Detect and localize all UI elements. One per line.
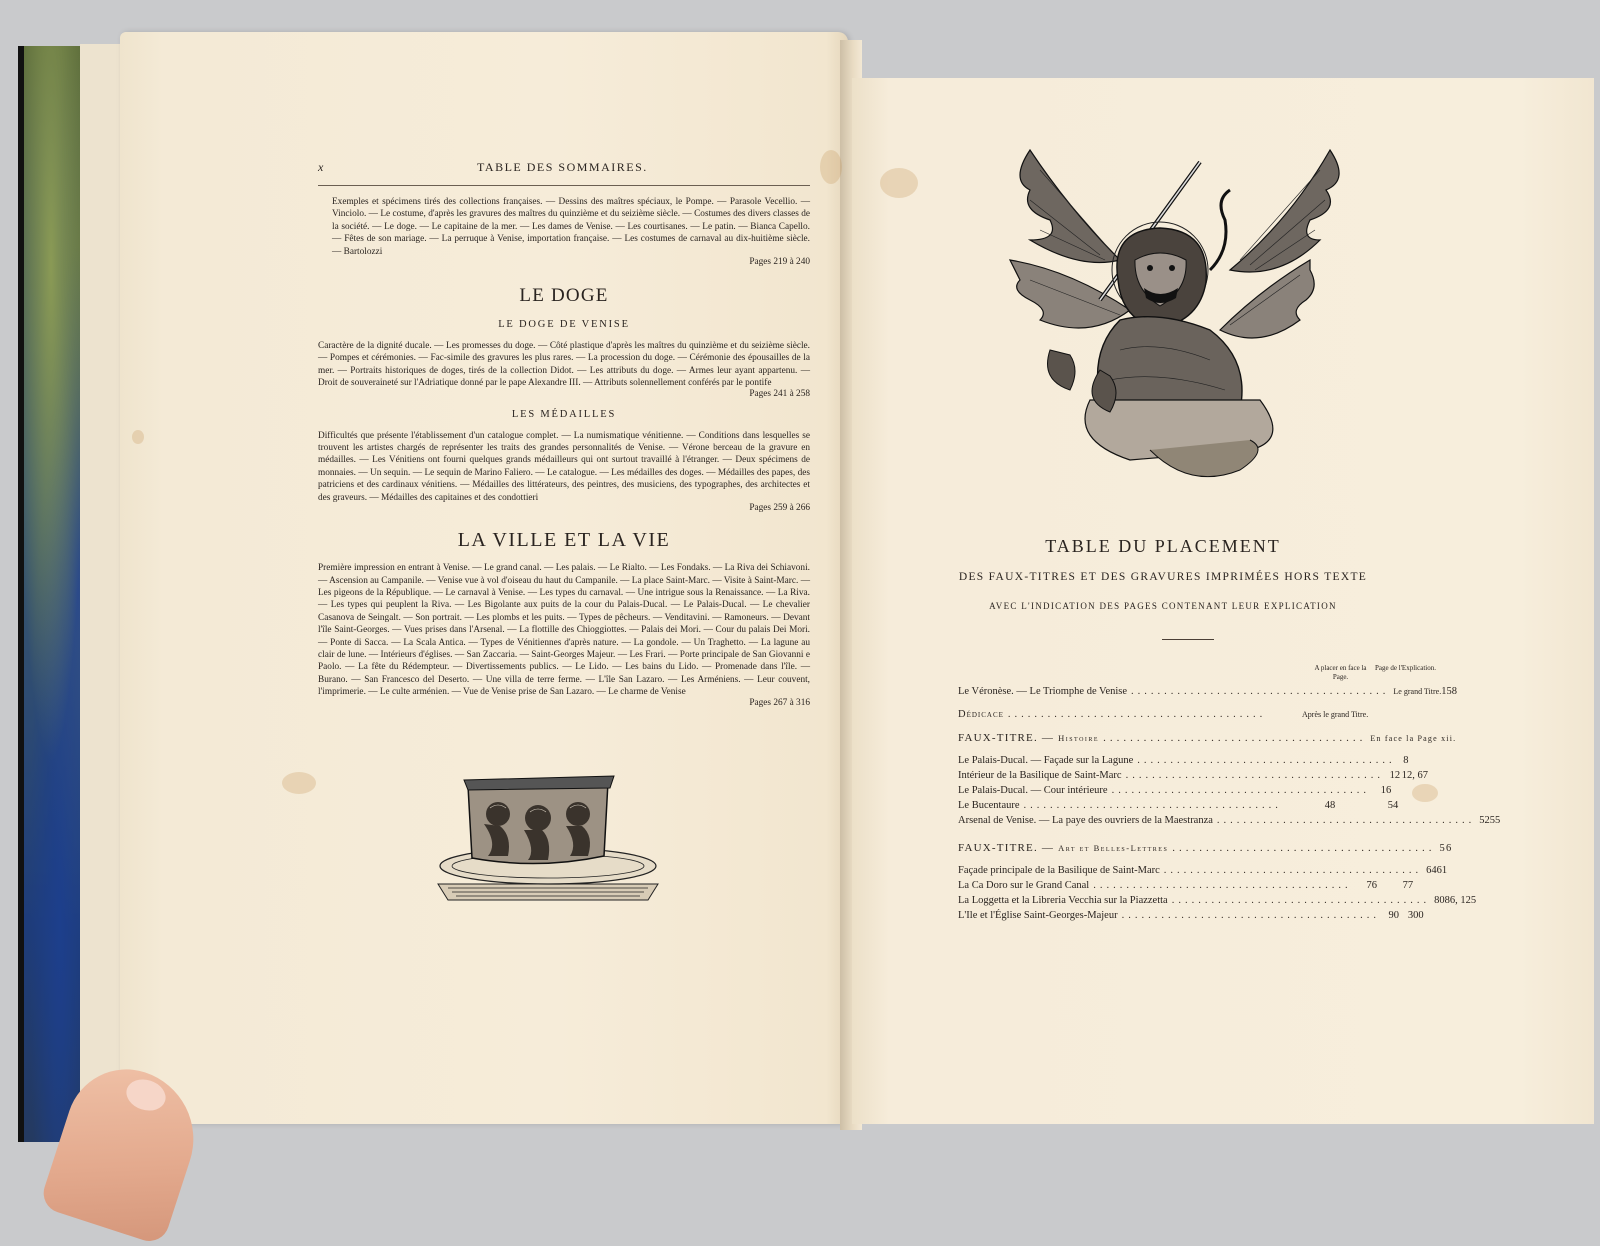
subsection-medailles: LES MÉDAILLES	[511, 408, 617, 420]
dot-leader: .......................................	[1216, 815, 1476, 826]
foxing-stain	[282, 772, 316, 794]
running-head	[318, 160, 810, 186]
toc-row	[958, 880, 1428, 895]
dot-leader: .......................................	[1007, 709, 1267, 720]
foxing-stain	[820, 150, 842, 184]
placement-table-subtitle: DES FAUX-TITRES ET DES GRAVURES IMPRIMÉES HORS TEXTE	[958, 571, 1368, 583]
toc-row-explication: 61	[1436, 865, 1448, 876]
spacer	[958, 747, 1428, 755]
section-title-le-doge: LE DOGE	[519, 285, 609, 307]
col-head-placer: A placer en face la Page.	[1314, 664, 1367, 681]
left-page-content	[318, 160, 810, 708]
toc-row-label: Le Palais-Ducal. — Façade sur la Lagune	[958, 755, 1134, 766]
toc-row-label: Arsenal de Venise. — La paye des ouvriers de la Maestranza	[958, 815, 1213, 826]
toc-row-note: Le grand Titre.	[1393, 687, 1442, 696]
doge-pages: Pages 241 à 258	[749, 388, 810, 399]
wellhead-engraving	[428, 774, 668, 906]
toc-row-page: 90	[1388, 910, 1399, 921]
column-headers	[1308, 664, 1438, 682]
intro-paragraph: Exemples et spécimens tirés des collections françaises. — Dessins des maîtres spéciaux, le Pompe. — Parasole Vecellio. — Vinciolo. — Le costume, d'après les gravures des maîtres du quinzième et du seizième siècle. — Costumes des divers classes de la société. — Le doge. — Le capitaine de la mer. — Les dames de Venise. — Les courtisanes. — Le patin. — Bianca Capello. — Fêtes de son mariage. — La perruque à Venise, importation française. — Les costumes de carnaval au dix-huitième siècle. — Bartolozzi	[332, 197, 810, 257]
toc-row-label: Dédicace	[958, 709, 1004, 720]
toc-row-label: Le Véronèse. — Le Triomphe de Venise	[958, 686, 1128, 697]
faux-titre-note: En face la Page xii.	[1370, 734, 1457, 743]
faux-titre-name: Histoire	[1058, 733, 1100, 743]
dot-leader: .......................................	[1171, 895, 1431, 906]
foxing-stain	[132, 430, 144, 444]
faux-titre-histoire	[958, 732, 1457, 747]
toc-row-note: Après le grand Titre.	[1302, 710, 1369, 719]
dot-leader: .......................................	[1023, 800, 1282, 811]
toc-row-label: Le Bucentaure	[958, 800, 1020, 811]
spacer	[958, 857, 1428, 865]
toc-row-page: 52	[1479, 815, 1490, 826]
toc-row-label: Le Palais-Ducal. — Cour intérieure	[958, 785, 1108, 796]
dot-leader: .......................................	[1137, 755, 1396, 766]
dot-leader: .......................................	[1125, 770, 1384, 781]
dot-leader: .......................................	[1111, 785, 1370, 796]
toc-row	[958, 815, 1501, 830]
toc-row-label: La Loggetta et la Libreria Vecchia sur la Piazzetta	[958, 895, 1168, 906]
doge-paragraph: Caractère de la dignité ducale. — Les promesses du doge. — Côté plastique d'après les maîtres du quinzième et du seizième siècle. — Pompes et cérémonies. — Fac-simile des gravures les plus rares. — La procession du doge. — Cérémonie des épousailles de la mer. — Portraits historiques de doges, tirés de la collection Didot. — Les attributs du doge. — Armes leur ayant appartenu. — Droit de souveraineté sur l'Adriatique donné par le pape Alexandre III. — Attributs solennellement conférés par le pontife	[318, 341, 810, 389]
dot-leader: .......................................	[1121, 910, 1380, 921]
toc-row	[958, 709, 1428, 724]
toc-row-page: 12	[1389, 770, 1401, 781]
toc-row	[958, 895, 1477, 910]
toc-row-explication: 158	[1441, 686, 1457, 697]
toc-row	[958, 755, 1428, 770]
dot-leader: .......................................	[1163, 865, 1423, 876]
toc-row-label: La Ca Doro sur le Grand Canal	[958, 880, 1090, 891]
toc-row-label: L'Ile et l'Église Saint-Georges-Majeur	[958, 910, 1118, 921]
placement-table-subtitle2: AVEC L'INDICATION DES PAGES CONTENANT LEUR EXPLICATION	[989, 601, 1337, 611]
toc-row-page: 16	[1380, 785, 1392, 796]
toc-row-explication: 54	[1387, 800, 1399, 811]
subsection-doge-de-venise: LE DOGE DE VENISE	[498, 319, 630, 331]
dot-leader: .......................................	[1103, 732, 1367, 744]
toc-row	[958, 865, 1448, 880]
winged-lion-engraving	[1010, 150, 1350, 500]
toc-row-page: 8	[1403, 755, 1409, 766]
toc-row-explication: 55	[1489, 815, 1501, 826]
foxing-stain	[880, 168, 918, 198]
medailles-pages: Pages 259 à 266	[749, 503, 810, 514]
ville-pages: Pages 267 à 316	[749, 697, 810, 708]
toc-row-explication: 86, 125	[1444, 895, 1477, 906]
toc-row	[958, 800, 1428, 815]
title-rule	[1162, 639, 1214, 640]
faux-titre-name: Art et Belles-Lettres	[1058, 843, 1169, 853]
faux-titre-prefix: FAUX-TITRE. —	[958, 842, 1055, 854]
medailles-paragraph: Difficultés que présente l'établissement d'un catalogue complet. — La numismatique vénitienne. — Conditions dans lesquelles se trouvent les artistes chargés de représenter les traits des grandes personnalités de Venise. — Vérone berceau de la gravure en médailles. — Les Vénitiens ont fourni quelques grands médailleurs qui ont surtout travaillé à l'étranger. — Deux spécimens de monnaies. — Un sequin. — Le sequin de Marino Faliero. — Le catalogue. — Les médailles des doges. — Médailles des papes, des patriciens et des cardinaux vénitiens. — Médailles des littérateurs, des peintres, des musiciens, des typographes, des architectes et des graveurs. — Médailles des capitaines et des condottieri	[318, 430, 810, 503]
toc-row-explication: 77	[1402, 880, 1414, 891]
placement-table	[958, 686, 1501, 925]
toc-row-explication: 12, 67	[1401, 770, 1428, 781]
toc-row-label: Façade principale de la Basilique de Saint-Marc	[958, 865, 1160, 876]
faux-titre-page: 56	[1439, 843, 1453, 854]
ville-paragraph: Première impression en entrant à Venise. — Le grand canal. — Les palais. — Le Rialto. — Les Fondaks. — La Riva dei Schiavoni. — Ascension au Campanile. — Venise vue à vol d'oiseau du haut du Campanile. — La place Saint-Marc. — Visite à Saint-Marc. — Les pigeons de la République. — Le carnaval à Venise. — Les types du carnaval. — Une intrigue sous la Renaissance. — La Riva. — Les types qui peuplent la Riva. — Les Bigolante aux puits de la cour du Palais-Ducal. — Le Palais-Ducal. — Le chevalier Casanova de Seingalt. — Son portrait. — Les plombs et les puits. — Types de pêcheurs. — Venditavini. — Ramoneurs. — Devant l'île Saint-Georges. — Vues prises dans l'Arsenal. — La flottille des Chioggiottes. — Palais dei Mori. — Cour du palais Dei Mori. — Ponte di Sacca. — La Scala Antica. — Types de Vénitiennes d'après nature. — La gondole. — Un Traghetto. — La lagune au clair de lune. — Intérieurs d'églises. — San Zaccaria. — Saint-Georges Majeur. — Les Frari. — Porte principale de San Giovanni e Paolo. — La fête du Rédempteur. — Divertissements publics. — Le Lido. — Les bains du Lido. — Promenade dans l'île. — Burano. — San Francesco del Deserto. — Une villa de terre ferme. — L'île San Lazaro. — Les Arméniens. — Leur couvent, l'imprimerie. — Le culte arménien. — Vue de Venise prise de San Lazaro. — Le charme de Venise	[318, 563, 810, 698]
dot-leader: .......................................	[1131, 686, 1390, 697]
toc-row	[958, 785, 1428, 800]
col-head-explication: Page de l'Explication.	[1375, 664, 1436, 672]
spacer	[958, 701, 1428, 709]
toc-row-page: 64	[1426, 865, 1437, 876]
toc-row	[958, 910, 1428, 925]
dot-leader: .......................................	[1093, 880, 1352, 891]
faux-titre-prefix: FAUX-TITRE. —	[958, 732, 1055, 744]
toc-row-label: Intérieur de la Basilique de Saint-Marc	[958, 770, 1122, 781]
dot-leader: .......................................	[1172, 842, 1436, 854]
page-number: x	[318, 160, 325, 174]
intro-pages: Pages 219 à 240	[749, 257, 810, 268]
faux-titre-art	[958, 842, 1453, 857]
placement-table-title: TABLE DU PLACEMENT	[1045, 536, 1281, 556]
toc-row-explication: 300	[1407, 910, 1424, 921]
toc-row-page: 80	[1434, 895, 1445, 906]
toc-row	[958, 770, 1428, 785]
toc-row-page: 48	[1324, 800, 1336, 811]
running-head-title: TABLE DES SOMMAIRES.	[477, 160, 648, 174]
toc-row	[958, 686, 1457, 701]
toc-row-page: 76	[1366, 880, 1377, 891]
section-title-ville-et-vie: LA VILLE ET LA VIE	[457, 529, 671, 552]
